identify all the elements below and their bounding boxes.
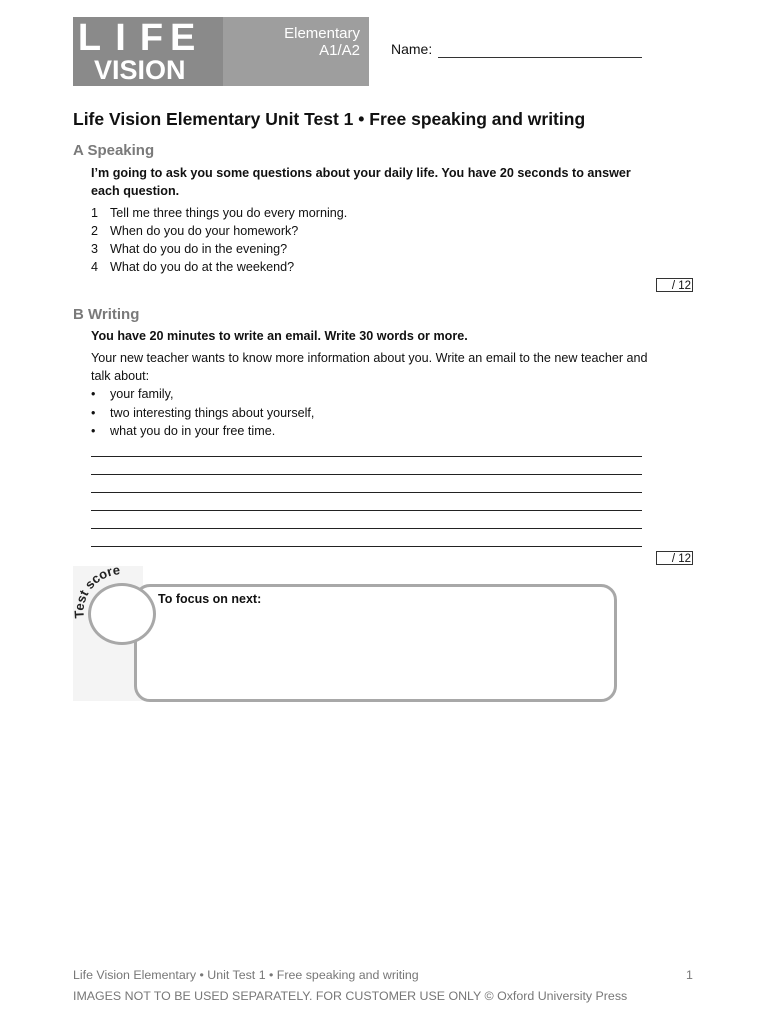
writing-prompt-line-2: talk about: — [91, 369, 150, 383]
speaking-instruction-line-1: I’m going to ask you some questions about your daily life. You have 20 seconds to answer — [91, 166, 631, 180]
level-line-2: A1/A2 — [319, 42, 360, 59]
writing-answer-line[interactable] — [91, 492, 642, 493]
speaking-instruction-line-2: each question. — [91, 184, 180, 198]
page-title: Life Vision Elementary Unit Test 1 • Free speaking and writing — [73, 109, 586, 129]
footer-page-number: 1 — [686, 968, 693, 982]
speaking-heading: A Speaking — [73, 142, 155, 159]
writing-answer-line[interactable] — [91, 528, 642, 529]
test-score-arc-text: Test score — [71, 562, 121, 619]
writing-bullet: • what you do in your free time. — [91, 424, 276, 438]
footer-copyright: IMAGES NOT TO BE USED SEPARATELY. FOR CUSTOMER USE ONLY © Oxford University Press — [73, 989, 628, 1003]
writing-answer-line[interactable] — [91, 510, 642, 511]
bullet-icon: • — [91, 387, 96, 401]
writing-score-box[interactable]: / 12 — [656, 551, 693, 565]
writing-answer-line[interactable] — [91, 474, 642, 475]
writing-prompt-line-1: Your new teacher wants to know more information about you. Write an email to the new teacher and — [91, 351, 648, 365]
writing-heading: B Writing — [73, 306, 140, 323]
life-vision-logo — [73, 17, 369, 86]
bullet-icon: • — [91, 424, 96, 438]
level-panel — [223, 17, 369, 86]
speaking-question: 4 What do you do at the weekend? — [91, 260, 295, 274]
level-line-1: Elementary — [284, 25, 360, 42]
bullet-icon: • — [91, 406, 96, 420]
logo-vision-text: VISION — [94, 55, 186, 85]
writing-answer-line[interactable] — [91, 456, 642, 457]
writing-answer-line[interactable] — [91, 546, 642, 547]
focus-next-label: To focus on next: — [158, 592, 262, 606]
writing-bullet: • two interesting things about yourself, — [91, 406, 315, 420]
speaking-question: 3 What do you do in the evening? — [91, 242, 288, 256]
logo-life-text: L I F E — [77, 17, 197, 59]
writing-instruction: You have 20 minutes to write an email. Write 30 words or more. — [91, 329, 468, 343]
speaking-question: 2 When do you do your homework? — [91, 224, 299, 238]
speaking-question: 1 Tell me three things you do every morning. — [91, 206, 348, 220]
footer-title: Life Vision Elementary • Unit Test 1 • Free speaking and writing — [73, 968, 419, 982]
writing-bullet: • your family, — [91, 387, 174, 401]
speaking-score-box[interactable]: / 12 — [656, 278, 693, 292]
name-field-line[interactable] — [438, 57, 642, 58]
test-score-circle[interactable] — [88, 583, 156, 645]
name-label: Name: — [391, 41, 433, 57]
